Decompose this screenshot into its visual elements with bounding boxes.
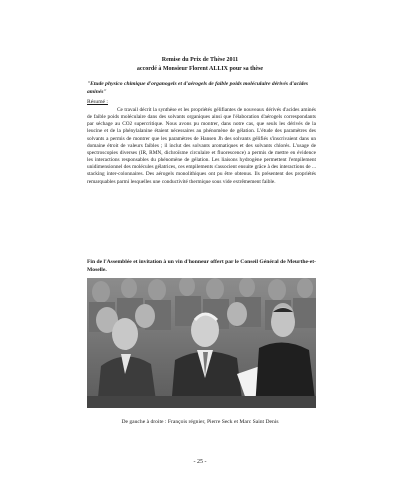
photo-illustration — [87, 278, 316, 408]
page-title — [60, 56, 340, 74]
event-photograph — [87, 278, 316, 408]
resume-label: Résumé : — [87, 99, 108, 105]
photo-caption: De gauche à droite : François régnier, Pierre Seck et Marc Saint Denis — [121, 419, 279, 425]
title-line-1: Remise du Prix de Thèse 2011 — [161, 57, 239, 63]
title-line-2: accordé à Monsieur Florent ALLIX pour sa thèse — [136, 66, 264, 72]
resume-paragraph: Ce travail décrit la synthèse et les propriétés gélifiantes de nouveaux dérivés d'acides aminés de faible poids moléculaire dans des solvants organiques ainsi que l'élaboration d'aérogels correspondants par séchage au CO2 supercritique. Nous avons pu montrer, dans notre cas, que seuls les dérivés de la leucine et de la phénylalanine étaient nécessaires au phénomène de gélation. L'étude des paramètres des solvants a permis de montrer que les paramètres de Hansen Jh des solvants gélifiés s'inscrivaient dans un domaine étroit de valeurs faibles ; il inclut des solvants aromatiques et des solvants chlorés. L'usage de spectroscopies diverses (IR, RMN, dichroïsme circulaire et fluorescence) a permis de mettre en évidence les interactions responsables du phénomène de gélation. Les liaisons hydrogène permettent l'empilement unidimensionnel des molécules gélatrices, ces empilements s'associent ensuite grâce à des interactions de ... stacking inter-colonnaires. Des aérogels monolithiques ont pu être obtenus. Ils présentent des propriétés remarquables parmi lesquelles une conductivité thermique sous vide extrêmement faible. — [87, 107, 316, 185]
thesis-title: "Etude physico chimique d'organogels et d'aérogels de faible poids moléculaire dérivés d'acides aminés" — [87, 81, 309, 95]
page-number: - 25 - — [193, 459, 207, 465]
closing-paragraph: Fin de l'Assemblée et invitation à un vin d'honneur offert par le Conseil Général de Meurthe-et-Moselle. — [87, 259, 316, 273]
